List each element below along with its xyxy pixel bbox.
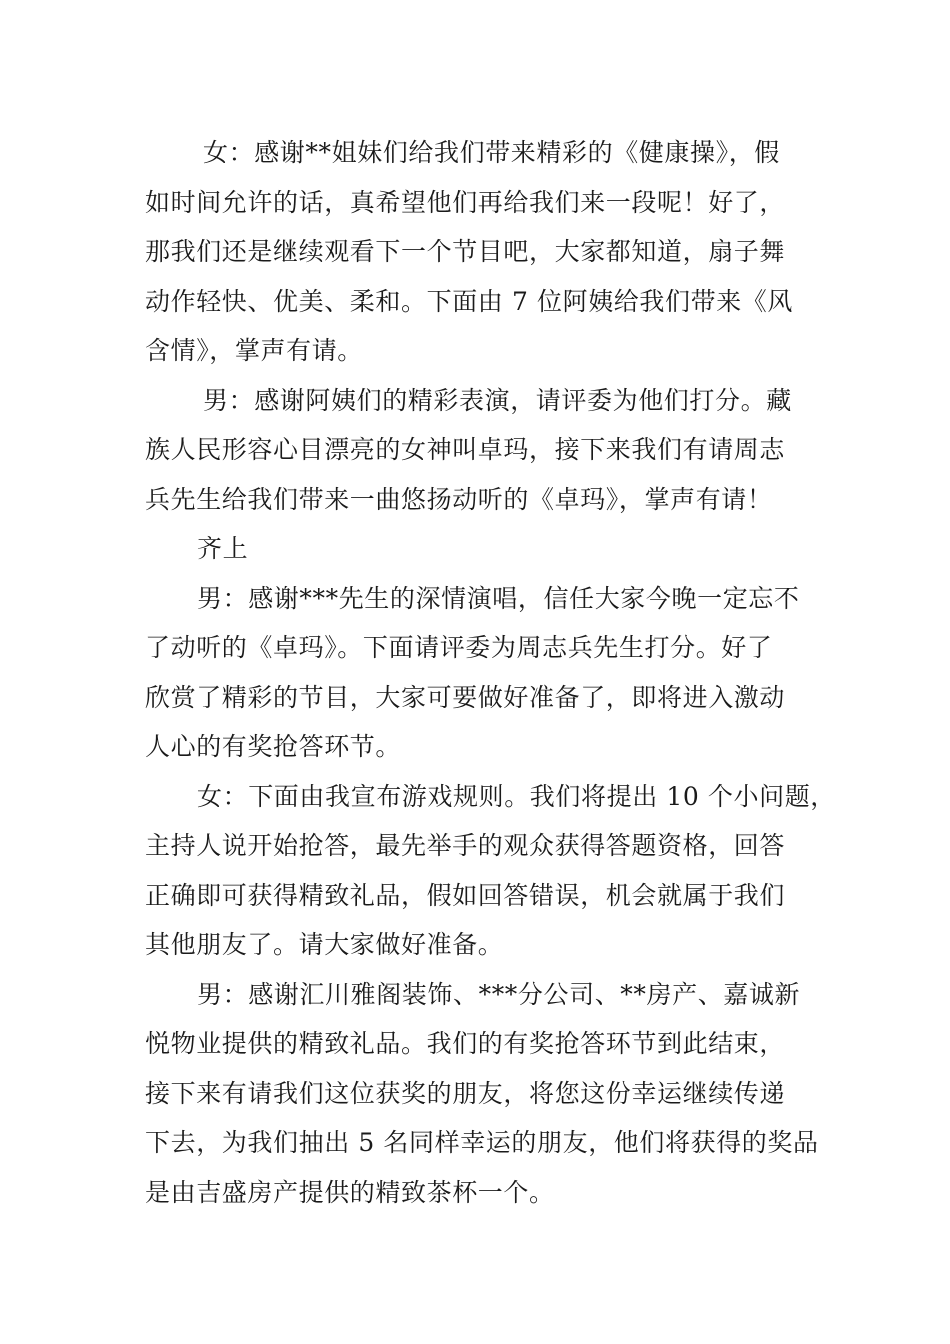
text-line: 欣赏了精彩的节目，大家可要做好准备了，即将进入激动 — [145, 682, 786, 712]
text-line: 女：感谢**姐妹们给我们带来精彩的《健康操》，假 — [203, 138, 780, 167]
text-line: 兵先生给我们带来一曲悠扬动听的《卓玛》，掌声有请！ — [145, 484, 773, 514]
text-line: 其他朋友了。请大家做好准备。 — [145, 930, 504, 959]
text-line: 女：下面由我宣布游戏规则。我们将提出 10 个小问题， — [197, 781, 836, 811]
text-line: 动作轻快、优美、柔和。下面由 7 位阿姨给我们带来《风 — [145, 286, 794, 316]
text-line: 了动听的《卓玛》。下面请评委为周志兵先生打分。好了 — [145, 633, 773, 662]
document-body — [145, 128, 836, 1217]
text-line: 男：感谢汇川雅阁装饰、***分公司、**房产、嘉诚新 — [197, 979, 801, 1009]
text-line: 正确即可获得精致礼品，假如回答错误，机会就属于我们 — [145, 880, 786, 910]
text-line: 接下来有请我们这位获奖的朋友，将您这份幸运继续传递 — [145, 1078, 786, 1108]
text-line: 是由吉盛房产提供的精致茶杯一个。 — [145, 1177, 555, 1207]
text-line: 齐上 — [197, 534, 249, 563]
text-line: 如时间允许的话，真希望他们再给我们来一段呢！好了， — [145, 187, 786, 217]
text-line: 含情》，掌声有请。 — [145, 336, 363, 365]
text-line: 主持人说开始抢答，最先举手的观众获得答题资格，回答 — [145, 831, 786, 860]
text-line: 那我们还是继续观看下一个节目吧，大家都知道，扇子舞 — [145, 237, 786, 266]
text-line: 人心的有奖抢答环节。 — [145, 732, 402, 761]
text-line: 悦物业提供的精致礼品。我们的有奖抢答环节到此结束， — [145, 1029, 786, 1058]
text-line: 男：感谢***先生的深情演唱，信任大家今晚一定忘不 — [197, 583, 800, 613]
text-line: 族人民形容心目漂亮的女神叫卓玛，接下来我们有请周志 — [145, 435, 786, 464]
text-line: 下去，为我们抽出 5 名同样幸运的朋友，他们将获得的奖品 — [145, 1128, 819, 1157]
text-line: 男：感谢阿姨们的精彩表演，请评委为他们打分。藏 — [203, 385, 792, 415]
